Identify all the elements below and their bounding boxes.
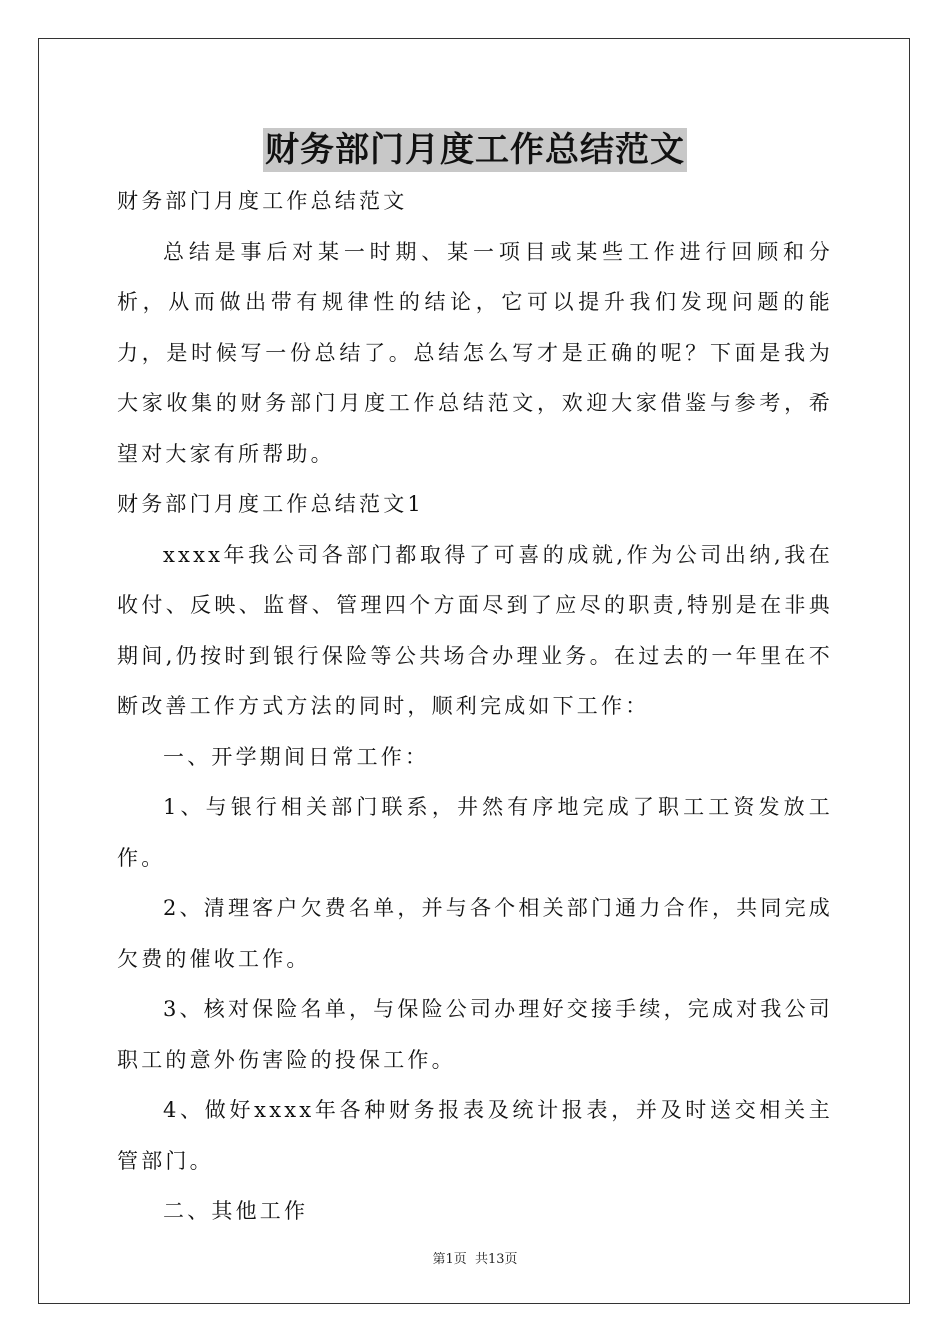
paragraph-intro: 总结是事后对某一时期、某一项目或某些工作进行回顾和分析，从而做出带有规律性的结论，它可以提升我们发现问题的能力，是时候写一份总结了。总结怎么写才是正确的呢？下面是我为大家收集的财务部门月度工作总结范文，欢迎大家借鉴与参考，希望对大家有所帮助。 xyxy=(117,239,833,466)
paragraph-item-2: 2、清理客户欠费名单，并与各个相关部门通力合作，共同完成欠费的催收工作。 xyxy=(117,896,833,971)
title-container xyxy=(0,128,950,172)
paragraph-heading-other-work: 二、其他工作 xyxy=(163,1199,309,1223)
page-footer xyxy=(0,1248,950,1267)
page-total: 共13页 xyxy=(474,1252,518,1267)
document-body xyxy=(117,176,833,1237)
page-number: 第1页 xyxy=(432,1252,467,1267)
paragraph-subtitle: 财务部门月度工作总结范文 xyxy=(117,189,408,213)
document-title: 财务部门月度工作总结范文 xyxy=(265,130,685,170)
paragraph-item-1: 1、与银行相关部门联系，井然有序地完成了职工工资发放工作。 xyxy=(117,795,833,870)
paragraph-item-3: 3、核对保险名单，与保险公司办理好交接手续，完成对我公司职工的意外伤害险的投保工作。 xyxy=(117,997,833,1072)
paragraph-overview: xxxx年我公司各部门都取得了可喜的成就,作为公司出纳,我在收付、反映、监督、管理四个方面尽到了应尽的职责,特别是在非典期间,仍按时到银行保险等公共场合办理业务。在过去的一年里在不断改善工作方式方法的同时，顺利完成如下工作： xyxy=(117,542,833,718)
paragraph-item-4: 4、做好xxxx年各种财务报表及统计报表，并及时送交相关主管部门。 xyxy=(117,1098,833,1173)
paragraph-section-heading: 财务部门月度工作总结范文1 xyxy=(117,492,424,516)
paragraph-heading-daily-work: 一、开学期间日常工作： xyxy=(163,744,430,769)
